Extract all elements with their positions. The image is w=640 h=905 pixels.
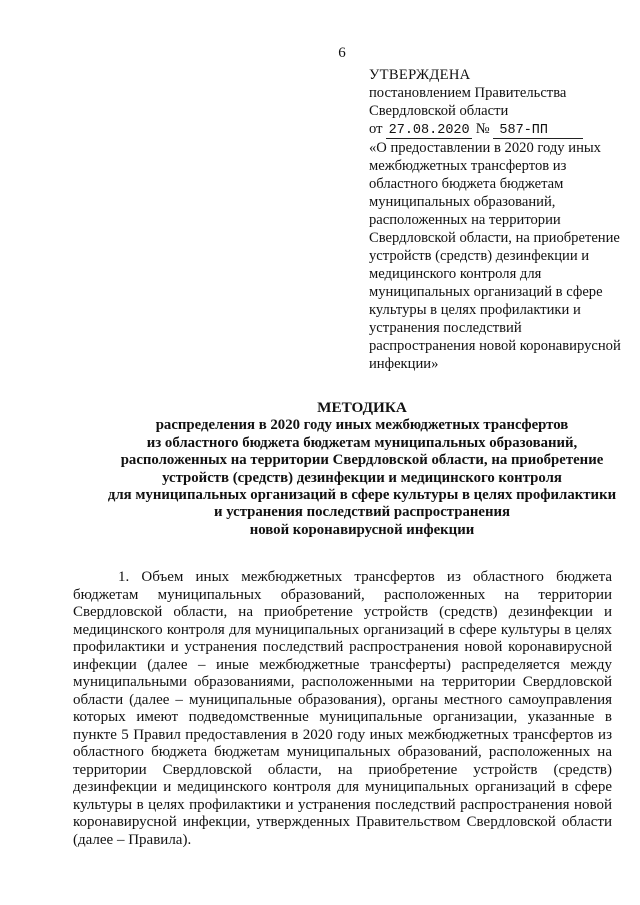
title-line: для муниципальных организаций в сфере культуры в целях профилактики: [107, 487, 617, 504]
approval-number: 587-ПП: [493, 123, 583, 139]
approval-date-line: [369, 120, 631, 139]
title-line: распределения в 2020 году иных межбюджетных трансфертов: [155, 417, 569, 434]
approval-stamp: [369, 66, 631, 373]
title-line: из областного бюджета бюджетам муниципальных образований,: [146, 434, 578, 451]
approval-status: УТВЕРЖДЕНА: [369, 67, 471, 83]
resolution-title: «О предоставлении в 2020 году иных межбюджетных трансфертов из областного бюджета бюджетам муниципальных образований, расположенных на территории Свердловской области, на приобретение устройств (средств) дезинфекции и медицинского контроля для муниципальных организаций в сфере культуры в целях профилактики и устранения последствий распространения новой коронавирусной инфекции»: [369, 140, 621, 372]
title-line: и устранения последствий распространения: [213, 504, 511, 521]
document-title: [40, 399, 640, 539]
title-line: новой коронавирусной инфекции: [249, 521, 475, 538]
title-main: МЕТОДИКА: [317, 399, 407, 416]
approval-date: 27.08.2020: [386, 123, 472, 139]
approval-issuer-line2: Свердловской области: [369, 103, 509, 119]
title-line: устройств (средств) дезинфекции и медицинского контроля: [162, 469, 562, 486]
page-number: 6: [338, 45, 346, 61]
approval-issuer-line1: постановлением Правительства: [369, 85, 567, 101]
body-paragraph-1: 1. Объем иных межбюджетных трансфертов из областного бюджета бюджетам муниципальных образований, расположенных на территории Свердловской области, на приобретение устройств (средств) дезинфекции и медицинского контроля для муниципальных организаций в сфере культуры в целях профилактики и устранения последствий распространения новой коронавирусной инфекции (далее – иные межбюджетные трансферты) распределяется между муниципальными образованиями, расположенными на территории Свердловской области (далее – муниципальные образования), органы местного самоуправления которых имеют подведомственные муниципальные организации, указанные в пункте 5 Правил предоставления в 2020 году иных межбюджетных трансфертов из областного бюджета бюджетам муниципальных образований, расположенных на территории Свердловской области, на приобретение устройств (средств) дезинфекции и медицинского контроля для муниципальных организаций в сфере культуры в целях профилактики и устранения последствий распространения новой коронавирусной инфекции, утвержденных Правительством Свердловской области (далее – Правила).: [73, 569, 612, 848]
number-prefix: №: [475, 121, 490, 137]
date-prefix: от: [369, 121, 383, 137]
title-line: расположенных на территории Свердловской области, на приобретение: [120, 452, 604, 469]
